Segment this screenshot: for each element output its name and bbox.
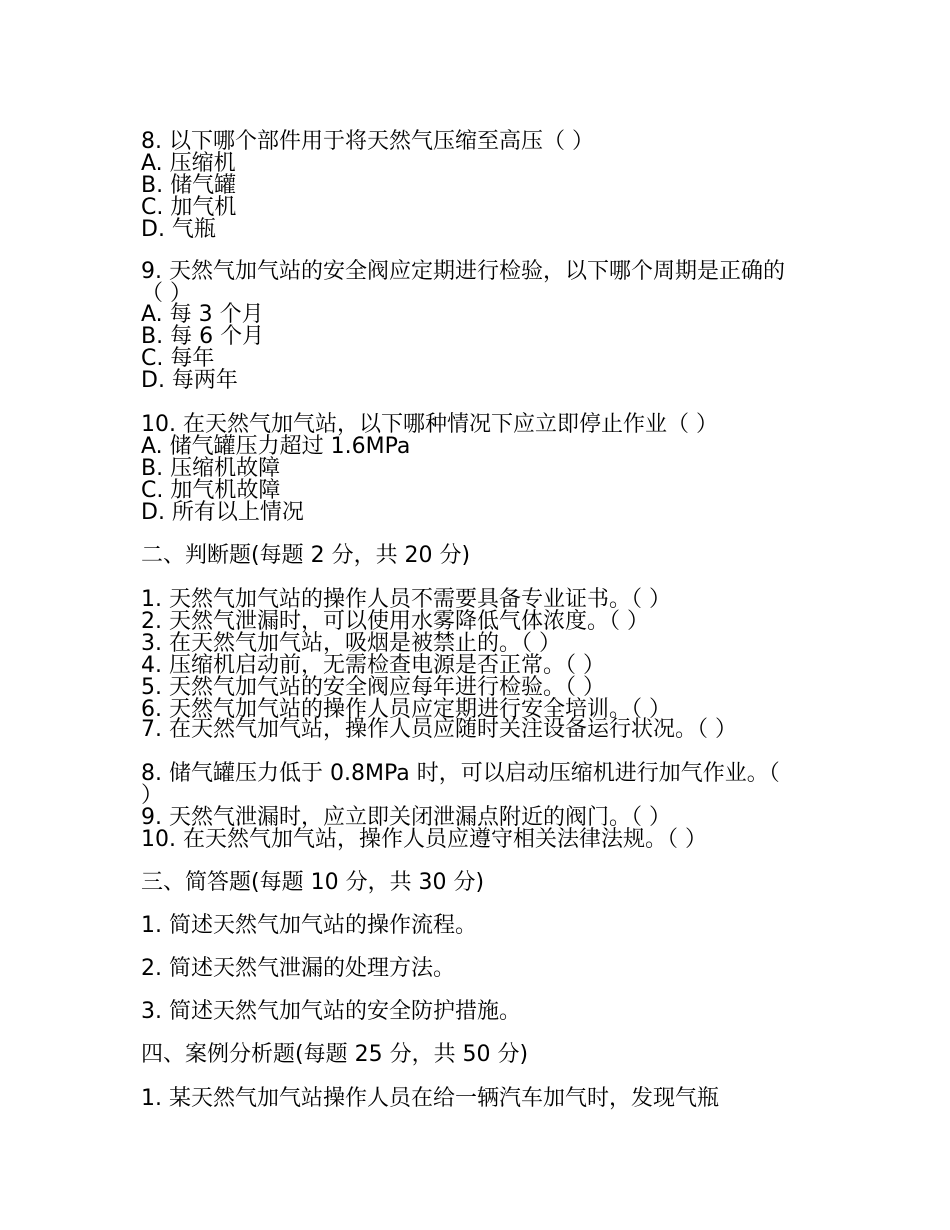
short-answer-item-2: 2. 简述天然气泄漏的处理方法。: [141, 956, 455, 981]
tf-item-5: 5. 天然气加气站的安全阀应每年进行检验。（ ）: [141, 675, 605, 700]
question-10-option-d: D. 所有以上情况: [141, 500, 304, 525]
question-9-option-a: A. 每 3 个月: [141, 302, 264, 327]
tf-item-10: 10. 在天然气加气站，操作人员应遵守相关法律法规。（ ）: [141, 827, 707, 852]
section-3-heading: 三、简答题(每题 10 分，共 30 分): [141, 870, 485, 895]
question-10-option-b: B. 压缩机故障: [141, 456, 281, 481]
tf-item-2: 2. 天然气泄漏时，可以使用水雾降低气体浓度。（ ）: [141, 609, 649, 634]
tf-item-3: 3. 在天然气加气站，吸烟是被禁止的。（ ）: [141, 631, 561, 656]
question-10-option-a: A. 储气罐压力超过 1.6MPa: [141, 434, 411, 459]
question-8-option-d: D. 气瓶: [141, 217, 216, 242]
tf-item-4: 4. 压缩机启动前，无需检查电源是否正常。（ ）: [141, 653, 605, 678]
question-10-option-c: C. 加气机故障: [141, 478, 281, 503]
question-9-stem: 9. 天然气加气站的安全阀应定期进行检验，以下哪个周期是正确的（ ）: [141, 259, 785, 306]
short-answer-item-3: 3. 简述天然气加气站的安全防护措施。: [141, 999, 521, 1024]
question-9-option-b: B. 每 6 个月: [141, 324, 265, 349]
section-2-heading: 二、判断题(每题 2 分，共 20 分): [141, 543, 471, 568]
question-9-option-c: C. 每年: [141, 346, 215, 371]
tf-item-6: 6. 天然气加气站的操作人员应定期进行安全培训。（ ）: [141, 697, 671, 722]
tf-item-7: 7. 在天然气加气站，操作人员应随时关注设备运行状况。（ ）: [141, 717, 737, 742]
short-answer-item-1: 1. 简述天然气加气站的操作流程。: [141, 913, 477, 938]
tf-item-1: 1. 天然气加气站的操作人员不需要具备专业证书。（ ）: [141, 587, 671, 612]
question-8-option-b: B. 储气罐: [141, 173, 237, 198]
tf-item-9: 9. 天然气泄漏时，应立即关闭泄漏点附近的阀门。（ ）: [141, 805, 671, 830]
question-10-stem: 10. 在天然气加气站，以下哪种情况下应立即停止作业（ ）: [141, 412, 718, 437]
question-8-option-a: A. 压缩机: [141, 151, 236, 176]
question-8-stem: 8. 以下哪个部件用于将天然气压缩至高压（ ）: [141, 129, 594, 154]
question-8-option-c: C. 加气机: [141, 195, 237, 220]
question-9-option-d: D. 每两年: [141, 368, 238, 393]
case-item-1: 1. 某天然气加气站操作人员在给一辆汽车加气时，发现气瓶: [141, 1086, 719, 1111]
section-4-heading: 四、案例分析题(每题 25 分，共 50 分): [141, 1042, 529, 1067]
tf-item-8: 8. 储气罐压力低于 0.8MPa 时，可以启动压缩机进行加气作业。（ ）: [141, 761, 780, 808]
